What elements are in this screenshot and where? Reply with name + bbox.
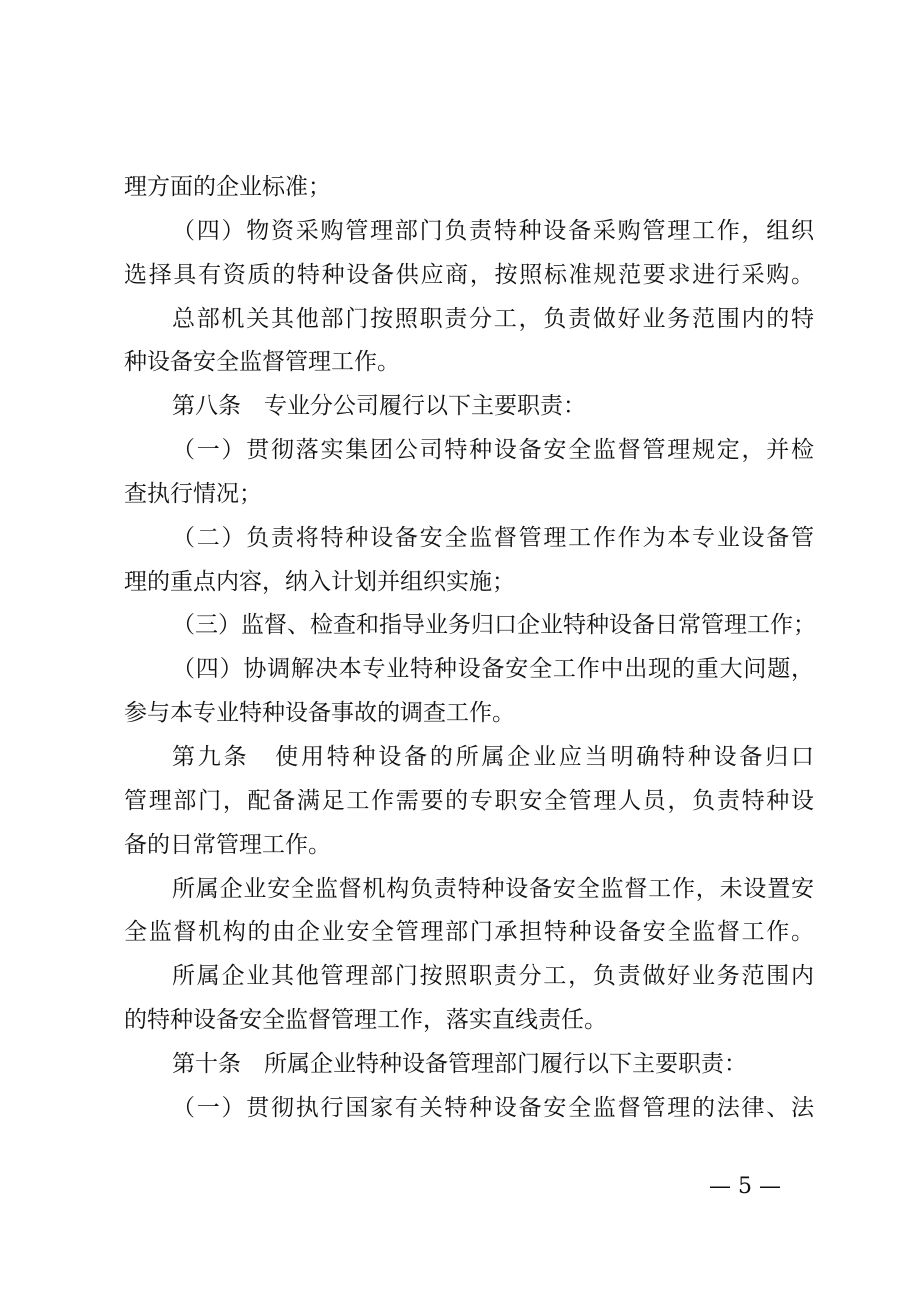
text-line-9: （二）负责将特种设备安全监督管理工作作为本专业设备管 [172, 524, 814, 551]
document-body [124, 166, 814, 1131]
text-line-12: （四）协调解决本专业特种设备安全工作中出现的重大问题， [172, 656, 814, 683]
text-line-20: 的特种设备安全监督管理工作，落实直线责任。 [124, 1007, 607, 1034]
text-line-4: 总部机关其他部门按照职责分工，负责做好业务范围内的特 [172, 305, 814, 332]
text-line-1: 理方面的企业标准； [124, 174, 331, 200]
text-line-18: 全监督机构的由企业安全管理部门承担特种设备安全监督工作。 [124, 919, 814, 946]
text-line-17: 所属企业安全监督机构负责特种设备安全监督工作，未设置安 [172, 875, 814, 902]
text-line-10: 理的重点内容，纳入计划并组织实施； [124, 568, 515, 595]
text-line-3: 选择具有资质的特种设备供应商，按照标准规范要求进行采购。 [124, 261, 814, 288]
text-line-8: 查执行情况； [124, 480, 262, 507]
article-8-heading: 第八条 专业分公司履行以下主要职责： [172, 393, 586, 420]
text-line-16: 备的日常管理工作。 [124, 831, 331, 858]
text-line-15: 管理部门，配备满足工作需要的专职安全管理人员，负责特种设 [124, 787, 814, 814]
page-number: — 5 — [709, 1174, 781, 1199]
article-9-heading: 第九条 使用特种设备的所属企业应当明确特种设备归口 [172, 743, 814, 770]
text-line-5: 种设备安全监督管理工作。 [124, 349, 400, 376]
text-line-11: （三）监督、检查和指导业务归口企业特种设备日常管理工作； [172, 612, 816, 639]
text-line-7: （一）贯彻落实集团公司特种设备安全监督管理规定，并检 [172, 437, 814, 464]
text-line-22: （一）贯彻执行国家有关特种设备安全监督管理的法律、法 [172, 1094, 814, 1121]
article-10-heading: 第十条 所属企业特种设备管理部门履行以下主要职责： [172, 1050, 747, 1077]
text-line-2: （四）物资采购管理部门负责特种设备采购管理工作，组织 [172, 217, 814, 244]
text-line-19: 所属企业其他管理部门按照职责分工，负责做好业务范围内 [172, 963, 814, 990]
text-line-13: 参与本专业特种设备事故的调查工作。 [124, 700, 515, 727]
